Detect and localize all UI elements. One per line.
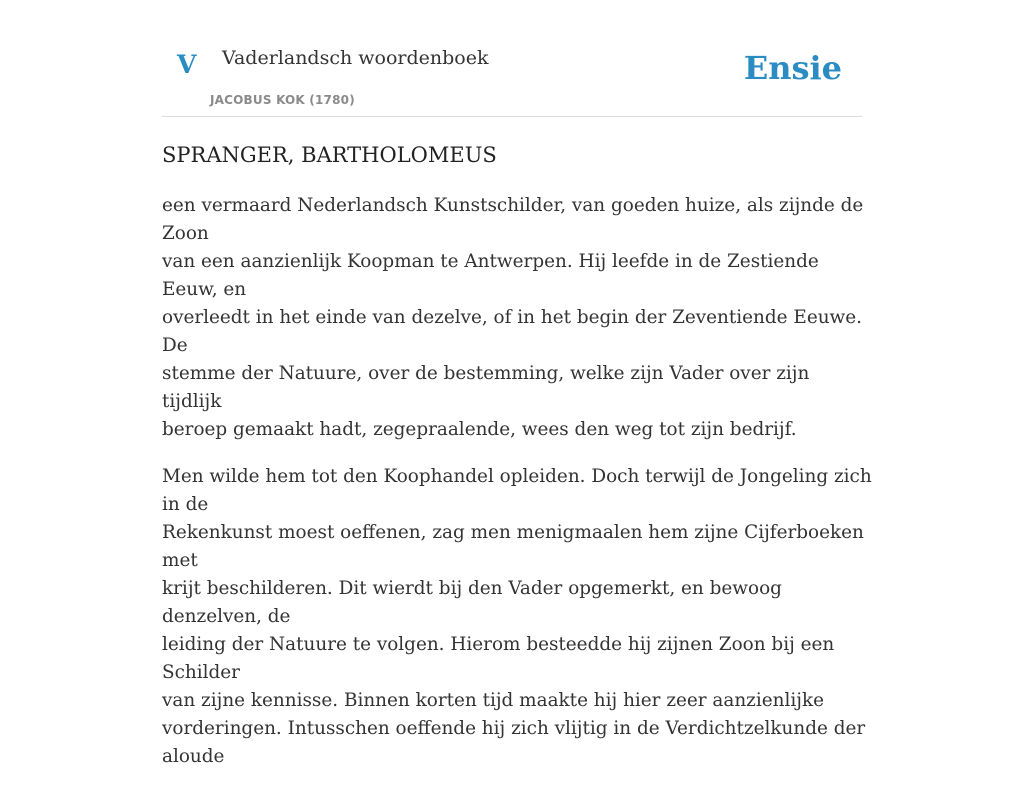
book-author: JACOBUS KOK (1780) [210, 93, 355, 107]
paragraph-line: vorderingen. Intusschen oeffende hij zich vlijtig in de Verdichtzelkunde der aloude [162, 718, 866, 767]
book-title[interactable]: Vaderlandsch woordenboek [222, 47, 489, 69]
index-letter[interactable]: V [177, 50, 197, 79]
paragraph-line: leiding der Natuure te volgen. Hierom besteedde hij zijnen Zoon bij een Schilder [162, 634, 835, 683]
paragraph-line: Men wilde hem tot den Koophandel opleiden. Doch terwijl de Jongeling zich in de [162, 466, 872, 515]
paragraph-line: overleedt in het einde van dezelve, of in het begin der Zeventiende Eeuwe. De [162, 307, 863, 356]
paragraph-line: van zijne kennisse. Binnen korten tijd maakte hij hier zeer aanzienlijke [162, 690, 824, 711]
article-title: SPRANGER, BARTHOLOMEUS [162, 143, 497, 167]
paragraph-line: stemme der Natuure, over de bestemming, welke zijn Vader over zijn tijdlijk [162, 363, 810, 412]
article-body [162, 192, 872, 790]
paragraph-line: van een aanzienlijk Koopman te Antwerpen. Hij leefde in de Zestiende Eeuw, en [162, 251, 819, 300]
paragraph-line: beroep gemaakt hadt, zegepraalende, wees den weg tot zijn bedrijf. [162, 419, 797, 440]
header [162, 0, 862, 117]
paragraph-line: Rekenkunst moest oeffenen, zag men menigmaalen hem zijne Cijferboeken met [162, 522, 864, 571]
ensie-logo[interactable]: Ensie [743, 49, 842, 87]
paragraph-line: een vermaard Nederlandsch Kunstschilder, van goeden huize, als zijnde de Zoon [162, 195, 864, 244]
paragraph [162, 463, 872, 771]
paragraph-line: krijt beschilderen. Dit wierdt bij den Vader opgemerkt, en bewoog denzelven, de [162, 578, 782, 627]
paragraph [162, 192, 872, 444]
